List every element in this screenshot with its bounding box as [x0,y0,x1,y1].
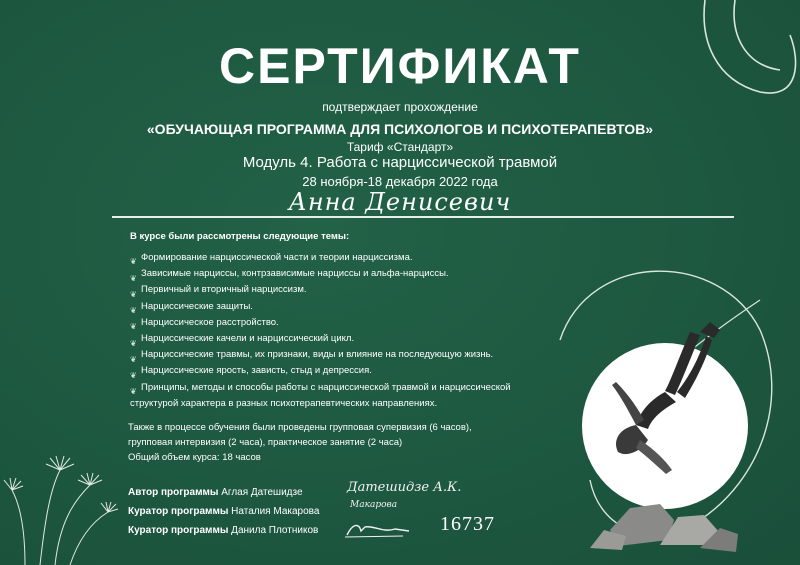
course-dates: 28 ноября-18 декабря 2022 года [302,174,498,189]
list-item: ❦ Зависимые нарциссы, контрзависимые нарциссы и альфа-нарциссы. [130,268,449,283]
tariff-text: Тариф «Стандарт» [346,140,454,154]
list-item: ❦ Нарциссические качели и нарциссический цикл. [130,333,355,348]
authors-block [128,483,319,540]
list-item: ❦ Первичный и вторичный нарциссизм. [130,284,307,299]
list-item: ❦ Нарциссические защиты. [130,300,253,316]
leaf-icon: ❦ [130,257,137,267]
supervision-text: Также в процессе обучения были проведены групповая супервизия (6 часов), [128,422,472,433]
list-item: ❦ Принципы, методы и способы работы с нарциссической травмой и нарциссической [130,381,511,397]
curator-name: Наталия Макарова [231,506,320,517]
additional-info [128,420,548,465]
topics-list [130,250,570,412]
curator-role: Куратор программы [128,506,229,517]
name-underline [112,216,734,218]
leaf-icon: ❦ [130,370,137,380]
author-name: Аглая Датешидзе [221,487,303,498]
leaf-icon: ❦ [130,387,137,397]
curator-row [128,521,319,540]
list-item-continuation: структурой характера в разных психотерапевтических направлениях. [130,397,438,409]
leaf-icon: ❦ [130,322,137,332]
curator-role: Куратор программы [128,525,229,536]
certificate-title: СЕРТИФИКАТ [219,38,581,94]
leaf-icon: ❦ [130,306,137,316]
curator-row [128,502,319,521]
certificate-number: 16737 [440,513,495,535]
intervision-text: групповая интервизия (2 часа), практическое занятие (2 часа) [128,437,403,448]
list-item: ❦ Нарциссические травмы, их признаки, виды и влияние на последующую жизнь. [130,349,494,364]
course-volume: Общий объем курса: 18 часов [128,452,261,463]
leaf-icon: ❦ [130,338,137,348]
list-item: ❦ Нарциссические ярость, зависть, стыд и депрессия. [130,365,372,380]
leaf-icon: ❦ [130,354,137,364]
curator-signature-scribble [343,519,413,541]
leaf-icon: ❦ [130,289,137,299]
topics-heading: В курсе были рассмотрены следующие темы: [130,231,350,242]
list-item: ❦ Нарциссическое расстройство. [130,316,279,332]
list-item: ❦ Формирование нарциссической части и теории нарциссизма. [130,252,413,267]
module-title: Модуль 4. Работа с нарциссической травмой [242,154,558,171]
author-row [128,483,319,502]
curator-name: Данила Плотников [231,525,319,536]
leaf-icon: ❦ [130,273,137,283]
recipient-name: Анна Денисевич [288,188,512,216]
curator-signature: Макарова [350,500,398,510]
author-role: Автор программы [128,487,219,498]
confirms-text: подтверждает прохождение [322,100,478,114]
program-title: «ОБУЧАЮЩАЯ ПРОГРАММА ДЛЯ ПСИХОЛОГОВ И ПСИХОТЕРАПЕВТОВ» [146,121,654,137]
author-signature: Датешидзе А.К. [347,480,462,495]
